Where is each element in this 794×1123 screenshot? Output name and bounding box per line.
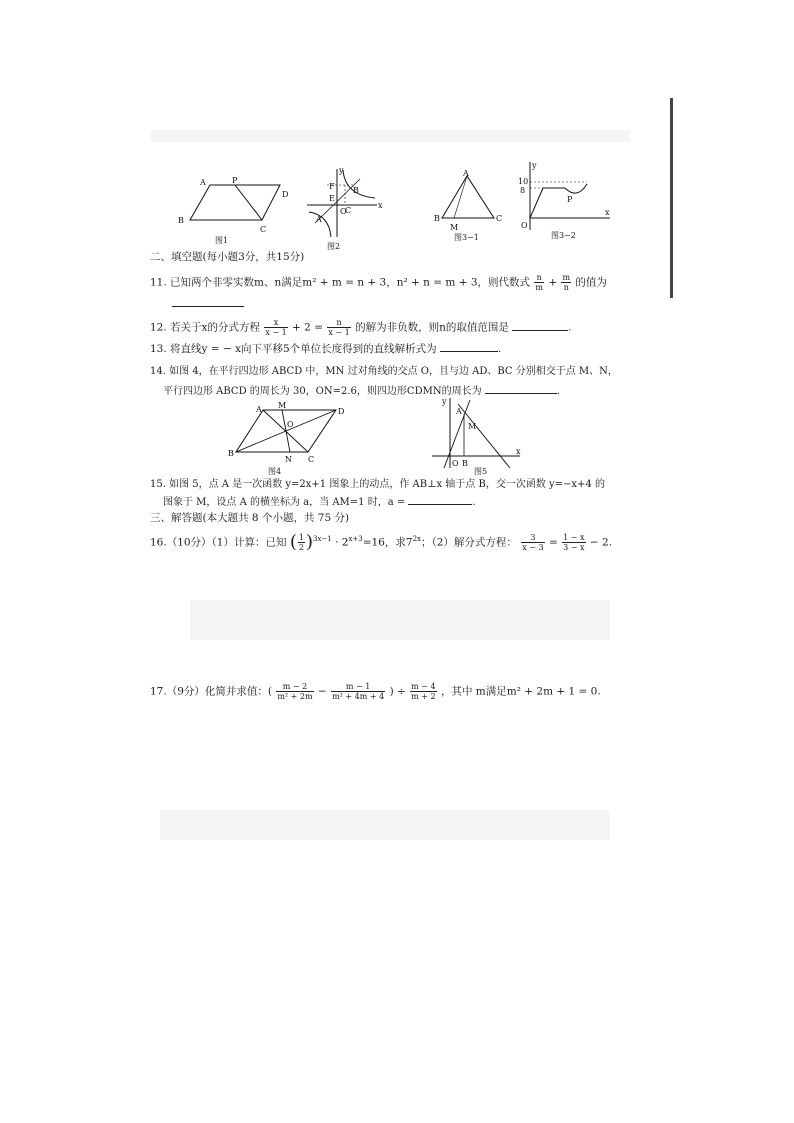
fig4-label-C: C bbox=[308, 455, 315, 464]
q16-left-paren: ( bbox=[289, 531, 297, 553]
q11-fraction-m-over-n: $\frac{m}{n}$ bbox=[562, 273, 571, 292]
fig32-label-x: x bbox=[605, 208, 610, 217]
q17-fraction-a: $\frac{m - 2}{\text{m² + 2m}}$ bbox=[277, 682, 313, 701]
fig4-caption: 图4 bbox=[268, 467, 282, 476]
q11-tail: 的值为 bbox=[575, 276, 607, 289]
fig2-label-C: C bbox=[345, 206, 352, 215]
fig32-label-y: y bbox=[532, 161, 537, 170]
fig4-label-D: D bbox=[338, 407, 345, 416]
fig31-label-C: C bbox=[496, 214, 503, 223]
figure-5-drawing bbox=[430, 396, 525, 468]
q17-close: ) ÷ bbox=[389, 685, 406, 698]
scan-smudge bbox=[150, 130, 630, 142]
fig2-label-y: y bbox=[339, 166, 344, 175]
q17-fraction-b: $\frac{m - 1}{\text{m² + 4m + 4}}$ bbox=[332, 682, 385, 701]
scan-smudge bbox=[190, 600, 610, 640]
section-2-heading: 二、填空题(每小题3分，共15分) bbox=[150, 251, 305, 263]
fig2-label-F: F bbox=[329, 182, 335, 191]
q11-plus: + bbox=[548, 276, 558, 289]
q14-answer-blank[interactable] bbox=[485, 383, 557, 394]
figure-3-1 bbox=[432, 168, 512, 246]
fig2-label-A: A bbox=[316, 215, 322, 224]
fig1-label-B: B bbox=[178, 216, 184, 225]
q15-answer-blank[interactable] bbox=[408, 494, 472, 505]
fig2-label-E: E bbox=[329, 194, 335, 203]
figure-2 bbox=[305, 165, 385, 253]
question-12: 12. 若关于x的分式方程 $\frac{x}{x - 1}$ + 2 = $\frac{n}{x - 1}$ 的解为非负数，则n的取值范围是 . bbox=[150, 318, 572, 337]
figure-4 bbox=[228, 400, 358, 478]
fig5-label-y: y bbox=[442, 397, 447, 406]
fig32-label-10: 10 bbox=[518, 177, 529, 186]
q17-fraction-c: $\frac{m - 4}{m + 2}$ bbox=[411, 682, 436, 701]
q16-fraction-half: $\frac{1}{2}$ bbox=[298, 533, 304, 552]
fig31-label-A: A bbox=[463, 169, 469, 178]
q17-tail: ，其中 m满足m² + 2m + 1 = 0. bbox=[440, 685, 601, 698]
fig4-label-O: O bbox=[287, 420, 294, 429]
question-15-line-1: 15. 如图 5，点 A 是一次函数 y=2x+1 图象上的动点，作 AB⊥x 轴于点 B，交一次函数 y=−x+4 的 bbox=[150, 479, 605, 490]
q16-mid: · 2 bbox=[335, 536, 349, 549]
question-13: 13. 将直线y = − x向下平移5个单位长度得到的直线解析式为 . bbox=[150, 343, 502, 355]
q13-text: 13. 将直线y = − x向下平移5个单位长度得到的直线解析式为 bbox=[150, 343, 437, 355]
q11-fraction-n-over-m: $\frac{n}{m}$ bbox=[535, 273, 543, 292]
fig2-caption: 图2 bbox=[327, 242, 341, 251]
q13-answer-blank[interactable] bbox=[440, 341, 498, 352]
q11-answer-blank[interactable] bbox=[172, 296, 244, 307]
fig1-label-D: D bbox=[282, 190, 289, 199]
q16-exp-1: 3x−1 bbox=[313, 535, 332, 543]
figure-3-1-drawing bbox=[432, 168, 512, 233]
q12-mid: + 2 = bbox=[292, 321, 323, 334]
question-14-line-2: 平行四边形 ABCD 的周长为 30，ON=2.6，则四边形CDMN的周长为 . bbox=[163, 383, 560, 399]
q16-tail: − 2. bbox=[589, 536, 613, 549]
q16-fraction-1-x-over-3-x: $\frac{1 - x}{3 - x}$ bbox=[563, 533, 585, 552]
q11-text: 11. 已知两个非零实数m、n满足m² + m = n + 3，n² + n = m + 3，则代数式 bbox=[150, 276, 531, 289]
fig32-label-8: 8 bbox=[520, 186, 526, 195]
q12-answer-blank[interactable] bbox=[512, 320, 568, 331]
fig4-label-N: N bbox=[285, 455, 292, 464]
q12-fraction-2: $\frac{n}{x - 1}$ bbox=[328, 318, 350, 337]
fig5-label-A: A bbox=[456, 407, 462, 416]
q16-prefix: 16.（10分）（1）计算：已知 bbox=[150, 536, 287, 549]
fig2-label-O: O bbox=[340, 207, 347, 216]
q16-semi: ；（2）解分式方程： bbox=[420, 536, 517, 549]
fig5-label-O: O bbox=[452, 459, 459, 468]
scan-smudge bbox=[160, 810, 610, 840]
fig4-label-A: A bbox=[256, 405, 262, 414]
fig31-label-B: B bbox=[434, 214, 440, 223]
scan-edge-mark bbox=[670, 98, 673, 298]
q16-exp-2: x+3 bbox=[348, 535, 363, 543]
fig31-label-M: M bbox=[450, 223, 459, 232]
q16-exp-3: 2x bbox=[412, 535, 421, 543]
fig32-label-O: O bbox=[521, 221, 528, 230]
fig4-label-M: M bbox=[278, 401, 287, 410]
fig1-label-P: P bbox=[232, 176, 238, 185]
q17-minus: − bbox=[317, 685, 327, 698]
figure-2-drawing bbox=[305, 165, 385, 240]
q16-rest: =16，求7 bbox=[362, 536, 413, 549]
question-11 bbox=[150, 273, 607, 292]
question-14-line-1: 14. 如图 4，在平行四边形 ABCD 中，MN 过对角线的交点 O，且与边 AD、BC 分别相交于点 M、N， bbox=[150, 366, 618, 377]
q12-tail: 的解为非负数，则n的取值范围是 bbox=[355, 321, 509, 334]
fig5-label-M: M bbox=[468, 422, 477, 431]
q15-line-2-text: 图象于 M，设点 A 的横坐标为 a，当 AM=1 时，a = bbox=[163, 497, 406, 508]
fig1-label-A: A bbox=[200, 178, 206, 187]
fig1-label-C: C bbox=[260, 225, 267, 234]
question-16 bbox=[150, 532, 612, 552]
fig32-label-P: P bbox=[567, 195, 573, 204]
q12-fraction-1: $\frac{x}{x - 1}$ bbox=[265, 318, 287, 337]
figure-4-drawing bbox=[228, 400, 358, 464]
question-17 bbox=[150, 682, 601, 701]
fig31-caption: 图3−1 bbox=[454, 233, 479, 242]
fig4-label-B: B bbox=[228, 449, 234, 458]
fig2-label-B: B bbox=[353, 186, 359, 195]
q16-eq: = bbox=[548, 536, 558, 549]
q12-text: 12. 若关于x的分式方程 bbox=[150, 321, 260, 334]
q16-fraction-3-over-x-3: $\frac{3}{x - 3}$ bbox=[522, 533, 544, 552]
question-15-line-2: 图象于 M，设点 A 的横坐标为 a，当 AM=1 时，a = . bbox=[163, 494, 476, 510]
figure-5 bbox=[430, 396, 525, 478]
q16-right-paren: ) bbox=[305, 531, 313, 553]
section-3-heading: 三、解答题(本大题共 8 个小题，共 75 分) bbox=[150, 512, 350, 524]
figure-3-2 bbox=[515, 160, 615, 245]
fig5-caption: 图5 bbox=[474, 467, 488, 476]
fig1-caption: 图1 bbox=[215, 236, 229, 245]
q14-line-2-text: 平行四边形 ABCD 的周长为 30，ON=2.6，则四边形CDMN的周长为 bbox=[163, 386, 482, 397]
figure-1-drawing bbox=[170, 175, 300, 235]
fig5-label-x: x bbox=[516, 447, 521, 456]
fig2-label-x: x bbox=[378, 201, 383, 210]
fig32-caption: 图3−2 bbox=[551, 231, 576, 240]
figure-3-2-drawing bbox=[515, 160, 615, 232]
figure-1 bbox=[170, 175, 300, 250]
q17-prefix: 17.（9分）化简并求值：( bbox=[150, 685, 272, 698]
fig5-label-B: B bbox=[462, 459, 468, 468]
